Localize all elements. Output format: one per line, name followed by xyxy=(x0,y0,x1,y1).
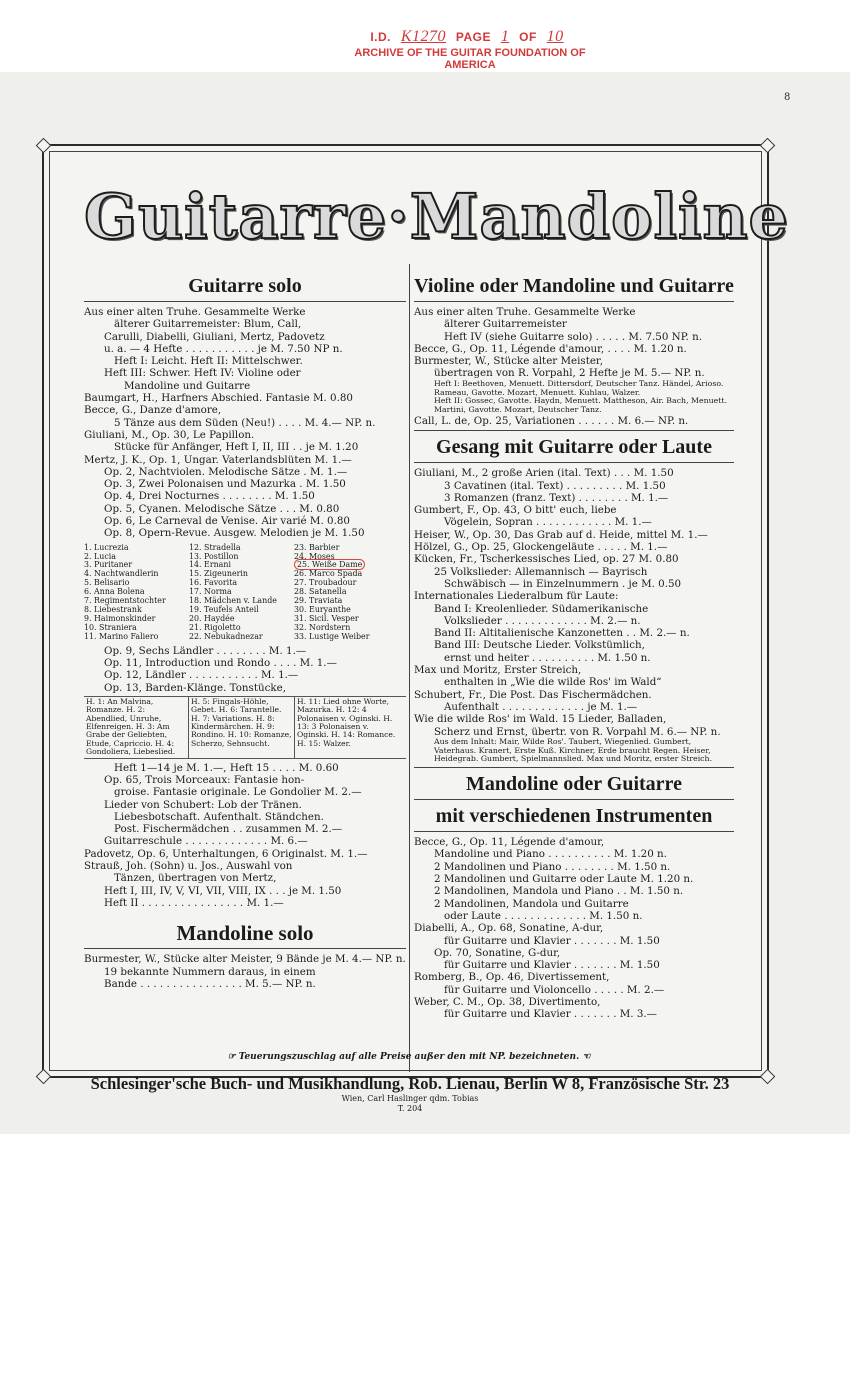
catalog-detail: Aus dem Inhalt: Mair, Wilde Ros'. Taubert, Wiegenlied. Gumbert, Vaterhaus. Kranert, Erste Kuß. Kirchner, Erde braucht Regen. Heiser, Heidegrab. Gumbert, Spielmannslied. Max und Moritz, erster Streich. xyxy=(434,736,713,764)
catalog-line: übertragen von R. Vorpahl, 2 Hefte je M. 5.— NP. n. xyxy=(434,367,705,380)
stamp-id-value: K1270 xyxy=(400,28,446,45)
catalog-line: Op. 3, Zwei Polonaisen und Mazurka . M. 1.50 xyxy=(104,478,346,491)
opera-item: 3. Puritaner xyxy=(84,560,133,570)
catalog-line: Band I: Kreolenlieder. Südamerikanische xyxy=(434,602,649,615)
opera-item: 22. Nebukadnezar xyxy=(189,631,263,641)
opera-item: 21. Rigoletto xyxy=(189,622,241,632)
catalog-line: Op. 13, Barden-Klänge. Tonstücke, xyxy=(104,681,286,694)
opera-item: 24. Moses xyxy=(294,551,335,561)
catalog-line: 2 Mandolinen, Mandola und Guitarre xyxy=(434,897,629,910)
stamp-id-label: I.D. xyxy=(370,30,391,44)
catalog-line: Aufenthalt . . . . . . . . . . . . . je M. 1.— xyxy=(444,700,638,713)
opera-item: 17. Norma xyxy=(189,587,232,597)
catalog-line: Wie die wilde Ros' im Wald. 15 Lieder, Balladen, xyxy=(414,713,667,726)
catalog-line: Heiser, W., Op. 30, Das Grab auf d. Heide, mittel M. 1.— xyxy=(414,528,708,541)
catalog-line: 3 Romanzen (franz. Text) . . . . . . . . M. 1.— xyxy=(444,491,669,504)
opera-item: 4. Nachtwandlerin xyxy=(84,569,159,579)
catalog-line: 19 bekannte Nummern daraus, in einem xyxy=(104,965,316,978)
opera-list xyxy=(84,544,406,642)
opera-item: 16. Favorita xyxy=(189,578,238,588)
catalog-line: Tänzen, übertragen von Mertz, xyxy=(114,872,277,885)
page-number: 8 xyxy=(784,92,791,103)
catalog-line: Op. 2, Nachtviolen. Melodische Sätze . M. 1.— xyxy=(104,465,348,478)
catalog-line: Op. 70, Sonatine, G-dur, xyxy=(434,946,561,959)
catalog-line: Vögelein, Sopran . . . . . . . . . . . . M. 1.— xyxy=(444,516,652,529)
opera-item: 30. Euryanthe xyxy=(294,604,351,614)
catalog-line: Burmester, W., Stücke alter Meister, 9 Bände je M. 4.— NP. n. xyxy=(84,953,406,966)
archive-stamp xyxy=(340,28,600,71)
opera-item: 12. Stradella xyxy=(189,542,241,552)
catalog-line: ernst und heiter . . . . . . . . . . M. 1.50 n. xyxy=(444,651,651,664)
hefte-column: H. 5: Fingals-Höhle, Gebet. H. 6: Tarantelle. H. 7: Variations. H. 8: Kindermärchen. H. 9: Rondino. H. 10: Romanze, Scherzo, Sehnsucht. xyxy=(189,697,295,758)
opera-item: 5. Belisario xyxy=(84,578,130,588)
opera-item: 14. Ernani xyxy=(189,560,231,570)
catalog-line: Giuliani, M., Op. 30, Le Papillon. xyxy=(84,428,255,441)
catalog-line: Heft 1—14 je M. 1.—, Heft 15 . . . . M. 0.60 xyxy=(114,761,339,774)
opera-item: 23. Barbier xyxy=(294,542,340,552)
catalog-line: 2 Mandolinen und Piano . . . . . . . . M. 1.50 n. xyxy=(434,860,671,873)
catalog-line: Strauß, Joh. (Sohn) u. Jos., Auswahl von xyxy=(84,860,293,873)
heading-mandoline-solo: Mandoline solo xyxy=(176,921,314,946)
opera-item: 20. Haydée xyxy=(189,613,235,623)
opera-item: 26. Marco Spada xyxy=(294,569,363,579)
stamp-of-value: 10 xyxy=(546,28,564,45)
publisher-sub-imprint xyxy=(80,1094,740,1114)
catalog-line: Mertz, J. K., Op. 1, Ungar. Vaterlandsblüten M. 1.— xyxy=(84,453,352,466)
catalog-line: Hölzel, G., Op. 25, Glockengeläute . . . . . M. 1.— xyxy=(414,541,668,554)
opera-item: 19. Teufels Anteil xyxy=(189,604,259,614)
catalog-line: Call, L. de, Op. 25, Variationen . . . . . . M. 6.— NP. n. xyxy=(414,414,689,427)
stamp-of-label: OF xyxy=(519,30,537,44)
catalog-line: Volkslieder . . . . . . . . . . . . . M. 2.— n. xyxy=(444,614,641,627)
price-notice: ☞ Teuerungszuschlag auf alle Preise außer den mit NP. bezeichneten. ☜ xyxy=(227,1052,591,1062)
opera-item: 9. Haimonskinder xyxy=(84,613,156,623)
catalog-line: oder Laute . . . . . . . . . . . . . M. 1.50 n. xyxy=(444,909,643,922)
catalog-line: Romberg, B., Op. 46, Divertissement, xyxy=(414,971,610,984)
heading-gesang: Gesang mit Guitarre oder Laute xyxy=(436,436,712,459)
stamp-page-value: 1 xyxy=(500,28,510,45)
catalog-line: Op. 6, Le Carneval de Venise. Air varié M. 0.80 xyxy=(104,515,350,528)
column-divider xyxy=(409,264,410,1072)
catalog-line: Becce, G., Op. 11, Légende d'amour, xyxy=(414,836,605,849)
opera-item: 15. Zigeunerin xyxy=(189,569,248,579)
catalog-line: Post. Fischermädchen . . zusammen M. 2.— xyxy=(114,823,343,836)
catalog-line: Op. 12, Ländler . . . . . . . . . . . M. 1.— xyxy=(104,669,299,682)
opera-item: 2. Lucia xyxy=(84,551,117,561)
catalog-line: Band III: Deutsche Lieder. Volkstümlich, xyxy=(434,639,645,652)
catalog-line: Bande . . . . . . . . . . . . . . . . M. 5.— NP. n. xyxy=(104,977,316,990)
opera-item: 1. Lucrezia xyxy=(84,542,129,552)
catalog-line: für Guitarre und Violoncello . . . . . M. 2.— xyxy=(444,983,665,996)
catalog-line: Op. 9, Sechs Ländler . . . . . . . . M. 1.— xyxy=(104,644,307,657)
stamp-archive-name: ARCHIVE OF THE GUITAR FOUNDATION OF AMERICA xyxy=(354,47,586,71)
catalog-line: Op. 11, Introduction und Rondo . . . . M. 1.— xyxy=(104,656,337,669)
catalog-line: Carulli, Diabelli, Giuliani, Mertz, Padovetz xyxy=(104,330,325,343)
stamp-page-label: PAGE xyxy=(455,30,491,44)
catalog-line: älterer Guitarremeister xyxy=(444,318,567,331)
opera-item: 27. Troubadour xyxy=(294,578,357,588)
hefte-table xyxy=(84,696,406,759)
opera-item-circled: 25. Weiße Dame xyxy=(294,559,365,570)
catalog-line: Lieder von Schubert: Lob der Tränen. xyxy=(104,798,302,811)
catalog-line: Heft III: Schwer. Heft IV: Violine oder xyxy=(104,367,301,380)
catalog-line: für Guitarre und Klavier . . . . . . . M. 1.50 xyxy=(444,959,660,972)
catalog-line: Heft II . . . . . . . . . . . . . . . . M. 1.— xyxy=(104,896,284,909)
catalog-line: Op. 5, Cyanen. Melodische Sätze . . . M. 0.80 xyxy=(104,502,340,515)
catalog-line: 2 Mandolinen, Mandola und Piano . . M. 1.50 n. xyxy=(434,885,684,898)
catalog-line: Giuliani, M., 2 große Arien (ital. Text) . . . M. 1.50 xyxy=(414,467,674,480)
catalog-line: Becce, G., Danze d'amore, xyxy=(84,404,222,417)
catalog-line: 5 Tänze aus dem Süden (Neu!) . . . . M. 4.— NP. n. xyxy=(114,416,376,429)
catalog-line: Op. 65, Trois Morceaux: Fantasie hon- xyxy=(104,773,305,786)
page-title: Guitarre·Mandoline xyxy=(84,180,789,253)
catalog-detail: Heft I: Beethoven, Menuett. Dittersdorf, Deutscher Tanz. Händel, Arioso. Rameau, Gavotte. Mozart, Menuett. Kuhlau, Walzer. xyxy=(434,378,724,397)
catalog-line: Kücken, Fr., Tscherkessisches Lied, op. 27 M. 0.80 xyxy=(414,553,679,566)
heading-guitarre-solo: Guitarre solo xyxy=(188,275,302,297)
heading-verschiedene-instrumente: mit verschiedenen Instrumenten xyxy=(435,805,713,828)
hefte-column: H. 11: Lied ohne Worte, Mazurka. H. 12: 4 Polonaisen v. Oginski. H. 13: 3 Polonaisen v. Oginski. H. 14: Romance. H. 15: Walzer. xyxy=(297,696,396,748)
catalog-line: Mandoline und Piano . . . . . . . . . . M. 1.20 n. xyxy=(434,848,667,861)
catalog-line: für Guitarre und Klavier . . . . . . . M. 1.50 xyxy=(444,934,660,947)
catalog-line: Diabelli, A., Op. 68, Sonatine, A-dur, xyxy=(414,922,604,935)
opera-item: 10. Straniera xyxy=(84,622,137,632)
catalog-line: groise. Fantasie originale. Le Gondolier M. 2.— xyxy=(114,786,362,799)
opera-item: 31. Sicil. Vesper xyxy=(294,613,359,623)
catalog-line: Band II: Altitalienische Kanzonetten . . M. 2.— n. xyxy=(434,627,690,640)
catalog-line: Op. 8, Opern-Revue. Ausgew. Melodien je M. 1.50 xyxy=(104,527,365,540)
opera-item: 7. Regimentstochter xyxy=(84,596,166,606)
catalog-line: Weber, C. M., Op. 38, Divertimento, xyxy=(414,996,601,1009)
catalog-line: 25 Volkslieder: Allemannisch — Bayrisch xyxy=(434,565,648,578)
catalog-line: Gumbert, F., Op. 43, O bitt' euch, liebe xyxy=(414,504,617,517)
catalog-line: älterer Guitarremeister: Blum, Call, xyxy=(114,318,302,331)
catalog-line: Max und Moritz, Erster Streich, xyxy=(414,664,582,677)
publisher-imprint: Schlesinger'sche Buch- und Musikhandlung, Rob. Lienau, Berlin W 8, Französische Str. 23 xyxy=(90,1074,730,1093)
catalog-line: Heft IV (siehe Guitarre solo) . . . . . M. 7.50 NP. n. xyxy=(444,330,702,343)
catalog-line: Scherz und Ernst, übertr. von R. Vorpahl M. 6.— NP. n. xyxy=(434,725,721,738)
catalog-line: Heft I: Leicht. Heft II: Mittelschwer. xyxy=(114,355,303,368)
opera-item: 6. Anna Bolena xyxy=(84,587,145,597)
catalog-block xyxy=(84,306,406,540)
catalog-line: 3 Cavatinen (ital. Text) . . . . . . . . . M. 1.50 xyxy=(444,479,666,492)
catalog-line: Baumgart, H., Harfners Abschied. Fantasie M. 0.80 xyxy=(84,392,353,405)
catalog-line: Padovetz, Op. 6, Unterhaltungen, 6 Originalst. M. 1.— xyxy=(84,847,368,860)
catalog-line: für Guitarre und Klavier . . . . . . . M. 3.— xyxy=(444,1008,657,1021)
catalog-line: 2 Mandolinen und Guitarre oder Laute M. 1.20 n. xyxy=(434,873,694,886)
opera-item: 33. Lustige Weiber xyxy=(294,631,370,641)
opera-item: 29. Traviata xyxy=(294,596,343,606)
catalog-line: Schwäbisch — in Einzelnummern . je M. 0.50 xyxy=(444,577,682,590)
catalog-line: Schubert, Fr., Die Post. Das Fischermädchen. xyxy=(414,688,652,701)
opera-item: 28. Satanella xyxy=(294,587,347,597)
catalog-line: Liebesbotschaft. Aufenthalt. Ständchen. xyxy=(114,810,324,823)
catalog-line: enthalten in „Wie die wilde Ros' im Wald“ xyxy=(444,676,662,689)
plate-number: T. 204 xyxy=(397,1104,423,1113)
hefte-column: H. 1: An Malvina, Romanze. H. 2: Abendlied, Unruhe, Elfenreigen. H. 3: Am Grabe der Geliebten, Etude, Capriccio. H. 4: Gondoliera, Liebeslied. xyxy=(84,697,189,758)
catalog-line: Aus einer alten Truhe. Gesammelte Werke xyxy=(414,306,636,318)
left-column xyxy=(84,272,406,990)
catalog-line: Aus einer alten Truhe. Gesammelte Werke xyxy=(84,306,306,318)
opera-item: 8. Liebestrank xyxy=(84,604,142,614)
catalog-line: Guitarreschule . . . . . . . . . . . . . M. 6.— xyxy=(104,835,308,848)
opera-item: 32. Nordstern xyxy=(294,622,351,632)
catalog-line: Becce, G., Op. 11, Légende d'amour, . . . . M. 1.20 n. xyxy=(414,342,687,355)
vienna-agent: Wien, Carl Haslinger qdm. Tobias xyxy=(341,1094,479,1103)
catalog-line: Heft I, III, IV, V, VI, VII, VIII, IX . . . je M. 1.50 xyxy=(104,884,342,897)
catalog-line: Burmester, W., Stücke alter Meister, xyxy=(414,355,603,368)
catalog-line: Mandoline und Guitarre xyxy=(124,379,251,392)
catalog-line: Op. 4, Drei Nocturnes . . . . . . . . M. 1.50 xyxy=(104,490,315,503)
heading-mandoline-oder-guitarre: Mandoline oder Guitarre xyxy=(466,773,682,796)
catalog-line: Stücke für Anfänger, Heft I, II, III . . je M. 1.20 xyxy=(114,441,359,454)
right-column xyxy=(414,272,734,1021)
catalog-detail: Heft II: Gossec, Gavotte. Haydn, Menuett. Mattheson, Air. Bach, Menuett. Martini, Gavotte. Mozart, Deutscher Tanz. xyxy=(434,396,728,415)
opera-item: 13. Postillon xyxy=(189,551,239,561)
catalog-line: Internationales Liederalbum für Laute: xyxy=(414,590,619,603)
opera-item: 18. Mädchen v. Lande xyxy=(189,596,277,606)
opera-item: 11. Marino Faliero xyxy=(84,631,159,641)
heading-violine-mandoline-guitarre: Violine oder Mandoline und Guitarre xyxy=(414,275,734,297)
catalog-line: u. a. — 4 Hefte . . . . . . . . . . . je M. 7.50 NP n. xyxy=(104,342,343,355)
